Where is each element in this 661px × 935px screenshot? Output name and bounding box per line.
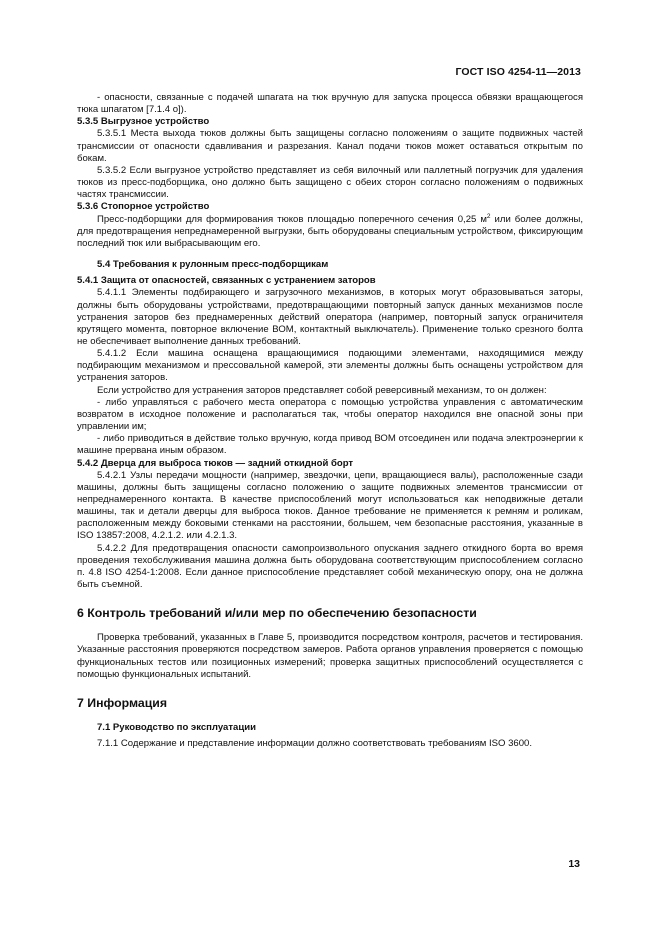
paragraph-5-3-6 xyxy=(77,214,583,250)
subsection-title-5-3-6: 5.3.6 Стопорное устройство xyxy=(77,201,210,213)
section-title-6: 6 Контроль требований и/или мер по обеспечению безопасности xyxy=(77,606,477,621)
paragraph-7-1-1: 7.1.1 Содержание и представление информации должно соответствовать требованиям ISO 3600. xyxy=(97,738,532,750)
subsection-title-5-3-5: 5.3.5 Выгрузное устройство xyxy=(77,116,210,128)
list-item-manual-drive: - либо приводиться в действие только вручную, когда привод ВОМ отсоединен или подача электроэнергии к машине прервана иным образом. xyxy=(77,433,583,457)
square-superscript: 2 xyxy=(486,212,491,220)
paragraph-5-4-2-1: 5.4.2.1 Узлы передачи мощности (например, звездочки, цепи, вращающиеся валы), расположенные сзади машины, должны быть защищены согласно положению о защите подвижных элементов трансмиссии от непреднамеренного контакта. В качестве приспособлений могут использоваться как неподвижные детали машины, так и детали дверцы для выброса тюков. Данное требование не применяется к ремням и роликам, расположенным между боковыми стенками на расстоянии, большем, чем безопасные расстояния, указанные в ISO 13857:2008, 4.2.1.2. или 4.2.1.3. xyxy=(77,469,583,542)
paragraph-5-3-5-2: 5.3.5.2 Если выгрузное устройство представляет из себя вилочный или паллетный погрузчик для удаления тюков из пресс-подборщика, оно должно быть защищено с обеих сторон согласно положениям о подвижных частях трансмиссии. xyxy=(77,164,583,201)
subsection-title-5-4-1: 5.4.1 Защита от опасностей, связанных с устранением заторов xyxy=(77,275,376,287)
paragraph-5-4-1-1: 5.4.1.1 Элементы подбирающего и загрузочного механизмов, в которых могут образовываться заторы, должны быть оборудованы устройствами, предотвращающими повторный запуск данных механизмов после устранения заторов без преднамеренных действий оператора (например, повторный запуск ограничителя крутящего момента, повторное включение ВОМ, контактный выключатель). Применение только срезного болта не обеспечивает выполнение данных требований. xyxy=(77,287,583,347)
paragraph-section-6: Проверка требований, указанных в Главе 5, производится посредством контроля, расчетов и тестирования. Указанные расстояния проверяются посредством замеров. Работа органов управления проверяется с помощью функциональных тестов или позиционных измерений; проверка защитных приспособлений осуществляется с помощью функциональных испытаний. xyxy=(77,632,583,680)
section-title-7-1: 7.1 Руководство по эксплуатации xyxy=(97,721,256,733)
paragraph-5-3-6-part2: или более должны, для предотвращения непреднамеренной выгрузки, быть оборудованы специальным устройством, фиксирующим последний тюк или выбрасывающим его. xyxy=(77,213,583,249)
list-item-control-station: - либо управляться с рабочего места оператора с помощью устройства управления с автоматическим возвратом в исходное положение и располагаться так, чтобы оператор находился вне опасной зоны при управлении им; xyxy=(77,396,583,433)
section-title-7: 7 Информация xyxy=(77,695,168,710)
paragraph-5-4-2-2: 5.4.2.2 Для предотвращения опасности самопроизвольного опускания заднего откидного борта во время проведения техобслуживания машина должна быть оборудована соответствующим приспособлением согласно п. 4.8 ISO 4254-1:2008. Если данное приспособление представляет собой механическую опору, она не должна быть съемной. xyxy=(77,542,583,591)
subsection-title-5-4-2: 5.4.2 Дверца для выброса тюков — задний откидной борт xyxy=(77,457,354,469)
paragraph-reverse-mechanism: Если устройство для устранения заторов представляет собой реверсивный механизм, то он должен: xyxy=(97,384,547,396)
standard-header: ГОСТ ISO 4254-11—2013 xyxy=(455,66,581,78)
paragraph-5-3-5-1: 5.3.5.1 Места выхода тюков должны быть защищены согласно положениям о защите подвижных частей трансмиссии от опасности сдавливания и разрезания. Канал подачи тюков может оставаться открытым по бокам. xyxy=(77,128,583,164)
page-number: 13 xyxy=(568,858,580,870)
section-title-5-4: 5.4 Требования к рулонным пресс-подборщикам xyxy=(97,259,329,271)
paragraph-5-4-1-2: 5.4.1.2 Если машина оснащена вращающимися подающими элементами, находящимися между подбирающим механизмом и прессовальной камерой, эти элементы должны быть оснащены устройством для устранения заторов. xyxy=(77,348,583,384)
paragraph-5-3-6-part1: Пресс-подборщики для формирования тюков площадью поперечного сечения 0,25 м xyxy=(97,213,487,225)
document-body xyxy=(77,92,583,750)
paragraph-hazard-twine: - опасности, связанные с подачей шпагата на тюк вручную для запуска процесса обвязки вращающегося тюка шпагатом [7.1.4 о]). xyxy=(77,92,583,116)
